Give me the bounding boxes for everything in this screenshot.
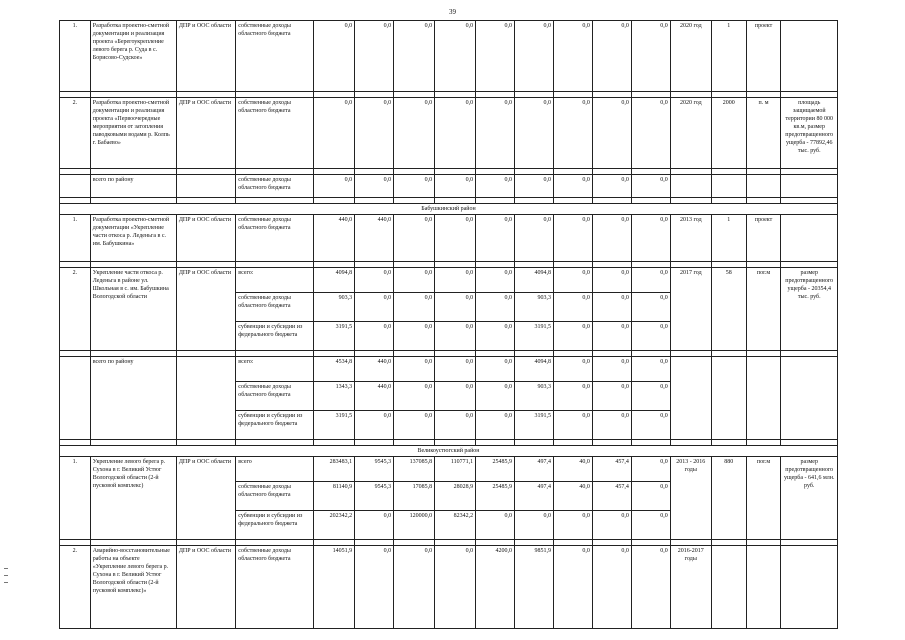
row-number: 1. — [60, 457, 91, 540]
measure-name: Укрепление левого берега р. Сухона в г. Великий Устюг Вологодской области (2-й пусковой комплекс) — [90, 457, 176, 540]
value-cell: 0,0 — [476, 293, 515, 322]
value-cell: 3191,5 — [515, 411, 554, 440]
row-number: 1. — [60, 215, 91, 262]
empty-cell — [711, 175, 746, 198]
value-cell: 137085,8 — [394, 457, 435, 482]
funding-source: собственные доходы областного бюджета — [236, 98, 314, 169]
value-cell: 0,0 — [476, 322, 515, 351]
value-cell: 0,0 — [592, 357, 631, 382]
value-cell: 0,0 — [314, 21, 355, 92]
value-cell: 0,0 — [631, 382, 670, 411]
funding-source: всего: — [236, 357, 314, 382]
value-cell: 0,0 — [355, 268, 394, 293]
funding-source: всего: — [236, 268, 314, 293]
value-cell: 14051,9 — [314, 546, 355, 629]
value-cell: 0,0 — [515, 215, 554, 262]
empty-cell — [60, 357, 91, 440]
margin-mark — [4, 582, 8, 583]
value-cell: 0,0 — [592, 98, 631, 169]
funding-source: собственные доходы областного бюджета — [236, 546, 314, 629]
note — [781, 357, 838, 440]
measure-name: Разработка проектно-сметной документации и реализация проекта «Первоочередные мероприятия от затопления паводковыми водами р. Колпь г. Бабаево» — [90, 98, 176, 169]
value-cell: 40,0 — [553, 457, 592, 482]
period: 2013 год — [670, 215, 711, 262]
total-label: всего по району — [90, 357, 176, 440]
funding-source: собственные доходы областного бюджета — [236, 382, 314, 411]
value-cell: 4534,8 — [314, 357, 355, 382]
funding-source: субвенции и субсидии из федерального бюджета — [236, 322, 314, 351]
period: 2013 - 2016 годы — [670, 457, 711, 540]
value-cell: 0,0 — [515, 98, 554, 169]
value-cell: 0,0 — [631, 268, 670, 293]
quantity — [711, 357, 746, 440]
value-cell: 0,0 — [435, 546, 476, 629]
budget-table — [59, 20, 838, 629]
quantity: 880 — [711, 457, 746, 540]
value-cell: 0,0 — [631, 357, 670, 382]
value-cell: 25485,9 — [476, 482, 515, 511]
value-cell: 0,0 — [592, 546, 631, 629]
value-cell: 3191,5 — [515, 322, 554, 351]
empty-cell — [746, 175, 781, 198]
value-cell: 0,0 — [314, 98, 355, 169]
table-row — [60, 457, 838, 482]
empty-cell — [176, 357, 235, 440]
value-cell: 0,0 — [592, 382, 631, 411]
value-cell: 4094,8 — [515, 357, 554, 382]
note — [781, 546, 838, 629]
page-number: 39 — [449, 8, 456, 16]
value-cell: 120000,0 — [394, 511, 435, 540]
funding-source: собственные доходы областного бюджета — [236, 482, 314, 511]
measure-name: Аварийно-восстановительные работы на объекте «Укрепление левого берега р. Сухона в г. Великий Устюг Вологодской области (2-й пусковой комплекс)» — [90, 546, 176, 629]
value-cell: 0,0 — [435, 322, 476, 351]
unit: проект — [746, 21, 781, 92]
value-cell: 0,0 — [394, 98, 435, 169]
funding-source: субвенции и субсидии из федерального бюджета — [236, 411, 314, 440]
value-cell: 3191,5 — [314, 411, 355, 440]
value-cell: 0,0 — [476, 268, 515, 293]
value-cell: 0,0 — [631, 215, 670, 262]
value-cell: 4094,8 — [515, 268, 554, 293]
note: размер предотвращенного ущерба - 641,6 млн. руб. — [781, 457, 838, 540]
period: 2017 год — [670, 268, 711, 351]
empty-cell — [670, 175, 711, 198]
value-cell: 283483,1 — [314, 457, 355, 482]
row-number: 2. — [60, 546, 91, 629]
value-cell: 28028,9 — [435, 482, 476, 511]
value-cell: 0,0 — [553, 293, 592, 322]
value-cell: 0,0 — [631, 457, 670, 482]
measure-name: Укрепление части откоса р. Леденьга в районе ул. Школьная в с. им. Бабушкина Вологодской области — [90, 268, 176, 351]
value-cell: 17085,8 — [394, 482, 435, 511]
executor: ДПР и ООС области — [176, 268, 235, 351]
value-cell: 0,0 — [435, 268, 476, 293]
value-cell: 0,0 — [553, 268, 592, 293]
quantity: 58 — [711, 268, 746, 351]
value-cell: 0,0 — [631, 98, 670, 169]
value-cell: 0,0 — [631, 411, 670, 440]
value-cell: 0,0 — [476, 411, 515, 440]
section-title: Бабушкинский район — [60, 204, 838, 215]
value-cell: 0,0 — [553, 382, 592, 411]
value-cell: 0,0 — [355, 293, 394, 322]
funding-source: всего — [236, 457, 314, 482]
value-cell: 82342,2 — [435, 511, 476, 540]
section-row — [60, 446, 838, 457]
margin-mark — [4, 568, 8, 569]
value-cell: 0,0 — [394, 21, 435, 92]
value-cell: 0,0 — [592, 511, 631, 540]
value-cell: 0,0 — [435, 215, 476, 262]
quantity: 1 — [711, 21, 746, 92]
executor: ДПР и ООС области — [176, 215, 235, 262]
value-cell: 0,0 — [476, 175, 515, 198]
value-cell: 0,0 — [314, 175, 355, 198]
value-cell: 0,0 — [394, 175, 435, 198]
unit: пог.м — [746, 268, 781, 351]
value-cell: 440,0 — [314, 215, 355, 262]
value-cell: 110771,1 — [435, 457, 476, 482]
value-cell: 0,0 — [394, 546, 435, 629]
value-cell: 903,3 — [515, 382, 554, 411]
value-cell: 0,0 — [394, 293, 435, 322]
table-row — [60, 175, 838, 198]
value-cell: 0,0 — [515, 175, 554, 198]
value-cell: 0,0 — [592, 21, 631, 92]
funding-source: собственные доходы областного бюджета — [236, 293, 314, 322]
quantity: 1 — [711, 215, 746, 262]
total-label: всего по району — [90, 175, 176, 198]
measure-name: Разработка проектно-сметной документации «Укрепление части откоса р. Леденьга в с. им. Бабушкина» — [90, 215, 176, 262]
row-number: 1. — [60, 21, 91, 92]
value-cell: 0,0 — [394, 411, 435, 440]
value-cell: 0,0 — [553, 322, 592, 351]
value-cell: 0,0 — [553, 357, 592, 382]
value-cell: 0,0 — [553, 511, 592, 540]
value-cell: 0,0 — [515, 511, 554, 540]
value-cell: 0,0 — [553, 546, 592, 629]
value-cell: 0,0 — [553, 98, 592, 169]
value-cell: 4094,8 — [314, 268, 355, 293]
value-cell: 81140,9 — [314, 482, 355, 511]
value-cell: 440,0 — [355, 357, 394, 382]
note: площадь защищаемой территории 80 000 кв.м, размер предотвращенного ущерба - 77892,46 тыс. руб. — [781, 98, 838, 169]
measure-name: Разработка проектно-сметной документации и реализация проекта «Берегоукрепление левого берега р. Суда в с. Борисово-Судское» — [90, 21, 176, 92]
section-title: Великоустюгский район — [60, 446, 838, 457]
value-cell: 0,0 — [515, 21, 554, 92]
row-number: 2. — [60, 268, 91, 351]
note — [781, 215, 838, 262]
value-cell: 0,0 — [631, 511, 670, 540]
quantity — [711, 546, 746, 629]
empty-cell — [60, 175, 91, 198]
unit: п. м — [746, 98, 781, 169]
executor: ДПР и ООС области — [176, 546, 235, 629]
value-cell: 0,0 — [394, 322, 435, 351]
value-cell: 4200,0 — [476, 546, 515, 629]
value-cell: 0,0 — [394, 357, 435, 382]
value-cell: 1343,3 — [314, 382, 355, 411]
unit — [746, 357, 781, 440]
value-cell: 0,0 — [435, 357, 476, 382]
value-cell: 0,0 — [476, 511, 515, 540]
value-cell: 202342,2 — [314, 511, 355, 540]
funding-source: собственные доходы областного бюджета — [236, 175, 314, 198]
value-cell: 0,0 — [435, 98, 476, 169]
value-cell: 0,0 — [435, 21, 476, 92]
value-cell: 0,0 — [355, 511, 394, 540]
value-cell: 0,0 — [476, 215, 515, 262]
value-cell: 903,3 — [314, 293, 355, 322]
value-cell: 0,0 — [592, 322, 631, 351]
funding-source: собственные доходы областного бюджета — [236, 215, 314, 262]
value-cell: 0,0 — [435, 175, 476, 198]
period: 2020 год — [670, 21, 711, 92]
margin-mark — [4, 575, 8, 576]
value-cell: 0,0 — [394, 268, 435, 293]
value-cell: 0,0 — [553, 411, 592, 440]
value-cell: 0,0 — [592, 268, 631, 293]
value-cell: 0,0 — [631, 21, 670, 92]
period: 2016-2017 годы — [670, 546, 711, 629]
value-cell: 903,3 — [515, 293, 554, 322]
value-cell: 497,4 — [515, 482, 554, 511]
value-cell: 0,0 — [592, 215, 631, 262]
value-cell: 0,0 — [592, 175, 631, 198]
value-cell: 0,0 — [553, 175, 592, 198]
value-cell: 0,0 — [631, 293, 670, 322]
value-cell: 9545,3 — [355, 482, 394, 511]
value-cell: 40,0 — [553, 482, 592, 511]
value-cell: 0,0 — [355, 322, 394, 351]
empty-cell — [781, 175, 838, 198]
value-cell: 0,0 — [476, 357, 515, 382]
value-cell: 0,0 — [355, 411, 394, 440]
quantity: 2000 — [711, 98, 746, 169]
value-cell: 0,0 — [355, 175, 394, 198]
value-cell: 0,0 — [435, 293, 476, 322]
period: 2020 год — [670, 98, 711, 169]
value-cell: 25485,9 — [476, 457, 515, 482]
section-row — [60, 204, 838, 215]
value-cell: 0,0 — [476, 21, 515, 92]
value-cell: 0,0 — [435, 382, 476, 411]
value-cell: 9851,9 — [515, 546, 554, 629]
value-cell: 0,0 — [476, 382, 515, 411]
funding-source: субвенции и субсидии из федерального бюджета — [236, 511, 314, 540]
period — [670, 357, 711, 440]
value-cell: 440,0 — [355, 215, 394, 262]
table-row — [60, 215, 838, 262]
value-cell: 0,0 — [476, 98, 515, 169]
value-cell: 0,0 — [592, 411, 631, 440]
table-row — [60, 268, 838, 293]
executor: ДПР и ООС области — [176, 98, 235, 169]
unit: проект — [746, 215, 781, 262]
value-cell: 0,0 — [553, 21, 592, 92]
value-cell: 0,0 — [631, 175, 670, 198]
value-cell: 0,0 — [435, 411, 476, 440]
value-cell: 0,0 — [355, 546, 394, 629]
value-cell: 440,0 — [355, 382, 394, 411]
table-row — [60, 357, 838, 382]
value-cell: 497,4 — [515, 457, 554, 482]
value-cell: 0,0 — [631, 546, 670, 629]
value-cell: 457,4 — [592, 482, 631, 511]
funding-source: собственные доходы областного бюджета — [236, 21, 314, 92]
value-cell: 457,4 — [592, 457, 631, 482]
executor: ДПР и ООС области — [176, 457, 235, 540]
unit: пог.м — [746, 457, 781, 540]
value-cell: 0,0 — [355, 21, 394, 92]
value-cell: 0,0 — [553, 215, 592, 262]
note — [781, 21, 838, 92]
value-cell: 3191,5 — [314, 322, 355, 351]
row-number: 2. — [60, 98, 91, 169]
table-row — [60, 546, 838, 629]
value-cell: 0,0 — [592, 293, 631, 322]
note: размер предотвращенного ущерба - 20354,4 тыс. руб. — [781, 268, 838, 351]
value-cell: 9545,3 — [355, 457, 394, 482]
table-row — [60, 21, 838, 92]
unit — [746, 546, 781, 629]
value-cell: 0,0 — [394, 215, 435, 262]
executor: ДПР и ООС области — [176, 21, 235, 92]
value-cell: 0,0 — [394, 382, 435, 411]
value-cell: 0,0 — [355, 98, 394, 169]
value-cell: 0,0 — [631, 482, 670, 511]
empty-cell — [176, 175, 235, 198]
table-row — [60, 98, 838, 169]
value-cell: 0,0 — [631, 322, 670, 351]
